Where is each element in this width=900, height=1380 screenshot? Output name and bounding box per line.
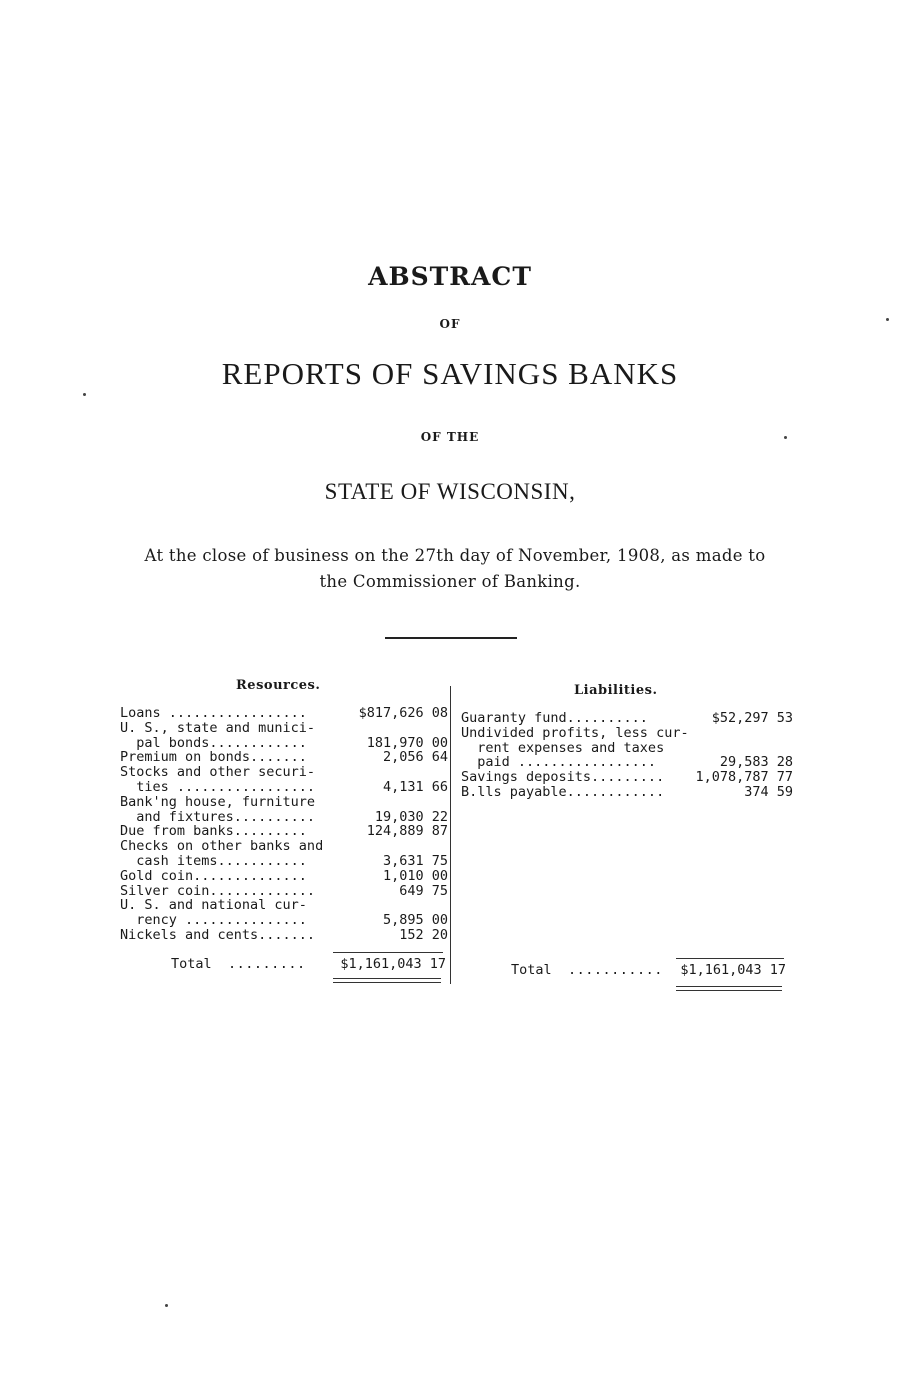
resources-double-rule (333, 978, 441, 983)
row-amount: 5,895 00 (382, 912, 448, 929)
liabilities-heading: Liabilities. (574, 683, 658, 698)
liabilities-table (461, 711, 793, 811)
row-label: Guaranty fund.......... (461, 710, 648, 726)
row-amount: $52,297 53 (711, 710, 793, 726)
row-label: Gold coin.............. (120, 867, 307, 884)
column-divider (450, 686, 451, 984)
resources-total-leader: ......... (228, 956, 306, 972)
section-divider-rule (385, 637, 517, 639)
liabilities-total-value: $1,161,043 17 (680, 962, 786, 978)
row-amount: 19,030 22 (374, 808, 448, 825)
resources-total-label: Total (171, 956, 212, 972)
row-label: Premium on bonds....... (120, 749, 307, 766)
resources-total-rule (333, 952, 443, 953)
row-amount: 374 59 (744, 784, 793, 800)
row-amount: 3,631 75 (382, 853, 448, 869)
resources-table (120, 706, 448, 956)
row-amount: 124,889 87 (366, 823, 448, 840)
row-label: pal bonds............ (120, 734, 307, 751)
row-label: and fixtures.......... (120, 808, 316, 825)
row-label: Due from banks......... (120, 823, 307, 840)
row-amount: 4,131 66 (382, 779, 448, 795)
liabilities-total-leader: ........... (568, 962, 663, 978)
row-amount: 1,010 00 (382, 867, 448, 884)
row-label: Stocks and other securi- (120, 764, 316, 781)
row-label: rent expenses and taxes (461, 739, 665, 756)
row-label: U. S., state and munici- (120, 719, 316, 736)
liabilities-total-rule (676, 958, 784, 959)
row-label: Savings deposits......... (461, 769, 665, 786)
row-label: Undivided profits, less cur- (461, 724, 689, 741)
row-label: B.lls payable............ (461, 784, 665, 800)
document-title: ABSTRACT (368, 262, 532, 291)
row-amount: 2,056 64 (382, 749, 448, 766)
of-the-label: OF THE (420, 430, 480, 444)
print-speck (784, 436, 787, 439)
row-amount: 29,583 28 (719, 754, 793, 771)
print-speck (886, 318, 889, 321)
row-amount: 649 75 (399, 882, 448, 899)
row-label: cash items........... (120, 853, 307, 869)
row-label: Bank'ng house, furniture (120, 793, 316, 810)
intro-line-2: the Commissioner of Banking. (319, 572, 581, 591)
row-amount: 1,078,787 77 (695, 769, 793, 786)
row-label: ties ................. (120, 779, 316, 795)
row-label: Silver coin............. (120, 882, 316, 899)
resources-heading: Resources. (236, 678, 321, 693)
print-speck (83, 393, 86, 396)
row-label: Loans ................. (120, 705, 307, 721)
row-label: Checks on other banks and (120, 838, 324, 855)
row-amount: 152 20 (399, 927, 448, 943)
row-amount: $817,626 08 (358, 705, 448, 721)
reports-heading: REPORTS OF SAVINGS BANKS (221, 356, 679, 391)
row-label: Nickels and cents....... (120, 927, 316, 943)
row-label: U. S. and national cur- (120, 897, 307, 914)
row-label: rency ............... (120, 912, 307, 929)
state-heading: STATE OF WISCONSIN, (324, 479, 576, 504)
row-amount: 181,970 00 (366, 734, 448, 751)
intro-line-1: At the close of business on the 27th day of November, 1908, as made to (144, 546, 766, 565)
resources-total-value: $1,161,043 17 (340, 956, 446, 972)
liabilities-total-label: Total (511, 962, 552, 978)
liabilities-double-rule (676, 986, 782, 991)
row-label: paid ................. (461, 754, 657, 771)
of-label: OF (439, 317, 461, 331)
print-speck (165, 1304, 168, 1307)
